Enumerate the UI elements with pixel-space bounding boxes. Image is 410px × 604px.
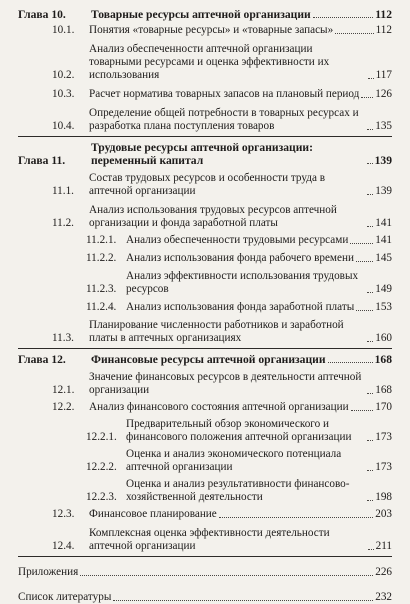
toc-section-10-3[interactable] (18, 88, 392, 101)
page-number: 160 (375, 332, 392, 344)
page-number: 153 (375, 301, 392, 313)
subsection-number: 11.2.4. (86, 301, 117, 313)
dot-leader (367, 129, 373, 130)
section-number: 11.1. (52, 185, 74, 197)
toc-section-12-4[interactable] (18, 527, 392, 553)
toc-chapter-11[interactable] (18, 141, 392, 167)
toc-section-11-2[interactable] (18, 204, 392, 230)
subsection-number: 12.2.2. (86, 461, 117, 473)
toc-references[interactable] (18, 591, 392, 604)
dot-leader (335, 33, 373, 34)
dot-leader (367, 341, 373, 342)
section-divider (18, 556, 392, 557)
section-number: 10.1. (52, 24, 75, 36)
subsection-title: Оценка и анализ результативности финансово-хозяйственной деятельности (126, 478, 350, 503)
toc-section-12-3[interactable] (18, 508, 392, 521)
page-number: 173 (375, 461, 392, 473)
toc-subsection-11-2-4[interactable] (18, 301, 392, 314)
references-title: Список литературы (18, 591, 112, 603)
appendices-title: Приложения (18, 566, 79, 578)
chapter-number: Глава 11. (18, 154, 66, 167)
dot-leader (367, 226, 373, 227)
toc-subsection-11-2-2[interactable] (18, 252, 392, 265)
dot-leader (368, 549, 374, 550)
page-number: 112 (375, 8, 392, 21)
subsection-number: 11.2.3. (86, 283, 117, 295)
chapter-number: Глава 12. (18, 353, 66, 366)
subsection-title: Анализ использования фонда заработной платы (126, 301, 355, 313)
dot-leader (351, 410, 374, 411)
toc-section-10-4[interactable] (18, 107, 392, 133)
table-of-contents (18, 8, 392, 604)
section-title: Расчет норматива товарных запасов на плановый период (89, 88, 360, 100)
section-number: 12.4. (52, 540, 75, 552)
dot-leader (356, 310, 373, 311)
page-number: 211 (375, 540, 392, 552)
section-number: 10.3. (52, 88, 75, 100)
toc-subsection-11-2-3[interactable] (18, 270, 392, 296)
section-title: Анализ использования трудовых ресурсов аптечной организации и фонда заработной платы (89, 204, 337, 229)
toc-chapter-10[interactable] (18, 8, 392, 21)
section-title: Анализ обеспеченности аптечной организации товарными ресурсами и оценка эффективности их использования (89, 43, 330, 81)
dot-leader (313, 17, 374, 18)
section-title: Планирование численности работников и заработной платы в аптечных организациях (89, 319, 344, 344)
chapter-title: Товарные ресурсы аптечной организации (91, 8, 311, 21)
toc-subsection-11-2-1[interactable] (18, 234, 392, 247)
page-number: 168 (374, 353, 392, 366)
page-number: 232 (375, 591, 392, 603)
dot-leader (367, 194, 373, 195)
section-number: 10.2. (52, 69, 75, 81)
section-title: Значение финансовых ресурсов в деятельности аптечной организации (89, 371, 362, 396)
chapter-title: Трудовые ресурсы аптечной организации: переменный капитал (91, 141, 313, 167)
section-title: Комплексная оценка эффективности деятельности аптечной организации (89, 527, 330, 552)
section-number: 11.2. (52, 217, 74, 229)
dot-leader (367, 470, 373, 471)
page-number: 135 (375, 120, 392, 132)
chapter-title: Финансовые ресурсы аптечной организации (91, 353, 326, 366)
toc-section-10-1[interactable] (18, 24, 392, 37)
page-number: 168 (375, 384, 392, 396)
toc-section-11-3[interactable] (18, 319, 392, 345)
section-number: 12.2. (52, 401, 75, 413)
subsection-number: 12.2.1. (86, 431, 117, 443)
toc-subsection-12-2-1[interactable] (18, 418, 392, 444)
dot-leader (361, 97, 373, 98)
section-divider (18, 136, 392, 137)
subsection-title: Анализ использования фонда рабочего времени (126, 252, 354, 264)
toc-section-10-2[interactable] (18, 43, 392, 82)
dot-leader (356, 261, 373, 262)
toc-section-12-2[interactable] (18, 401, 392, 414)
dot-leader (328, 362, 373, 363)
page-number: 126 (375, 88, 392, 100)
subsection-title: Предварительный обзор экономического и финансового положения аптечной организации (126, 418, 352, 443)
toc-chapter-12[interactable] (18, 353, 392, 366)
section-title: Состав трудовых ресурсов и особенности труда в аптечной организации (89, 172, 325, 197)
chapter-number: Глава 10. (18, 8, 66, 21)
subsection-title: Оценка и анализ экономического потенциала аптечной организации (126, 448, 342, 473)
subsection-number: 12.2.3. (86, 491, 117, 503)
subsection-title: Анализ обеспеченности трудовыми ресурсами (126, 234, 349, 246)
toc-section-11-1[interactable] (18, 172, 392, 198)
section-title: Определение общей потребности в товарных ресурсах и разработка плана поступления товаров (89, 107, 359, 132)
dot-leader (367, 440, 373, 441)
dot-leader (219, 517, 373, 518)
dot-leader (80, 575, 373, 576)
page-number: 198 (375, 491, 392, 503)
toc-subsection-12-2-2[interactable] (18, 448, 392, 474)
page-number: 141 (375, 217, 392, 229)
section-number: 12.1. (52, 384, 75, 396)
section-number: 10.4. (52, 120, 75, 132)
dot-leader (367, 393, 373, 394)
section-number: 11.3. (52, 332, 74, 344)
page-number: 117 (375, 69, 392, 81)
section-title: Анализ финансового состояния аптечной организации (89, 401, 349, 413)
page-number: 170 (375, 401, 392, 413)
page-number: 139 (375, 185, 392, 197)
page-number: 112 (375, 24, 392, 36)
page-number: 226 (375, 566, 392, 578)
subsection-number: 11.2.2. (86, 252, 117, 264)
page-number: 139 (374, 154, 392, 167)
subsection-number: 11.2.1. (86, 234, 117, 246)
section-divider (18, 348, 392, 349)
dot-leader (368, 78, 374, 79)
dot-leader (367, 163, 373, 164)
toc-subsection-12-2-3[interactable] (18, 478, 392, 504)
section-title: Финансовое планирование (89, 508, 217, 520)
page-number: 141 (375, 234, 392, 246)
toc-section-12-1[interactable] (18, 371, 392, 397)
page-number: 203 (375, 508, 392, 520)
dot-leader (113, 600, 373, 601)
subsection-title: Анализ эффективности использования трудовых ресурсов (126, 270, 359, 295)
page-number: 145 (375, 252, 392, 264)
section-title: Понятия «товарные ресурсы» и «товарные запасы» (89, 24, 334, 36)
dot-leader (367, 500, 373, 501)
dot-leader (367, 292, 373, 293)
toc-appendices[interactable] (18, 566, 392, 579)
section-number: 12.3. (52, 508, 75, 520)
page-number: 173 (375, 431, 392, 443)
page-number: 149 (375, 283, 392, 295)
dot-leader (350, 243, 373, 244)
